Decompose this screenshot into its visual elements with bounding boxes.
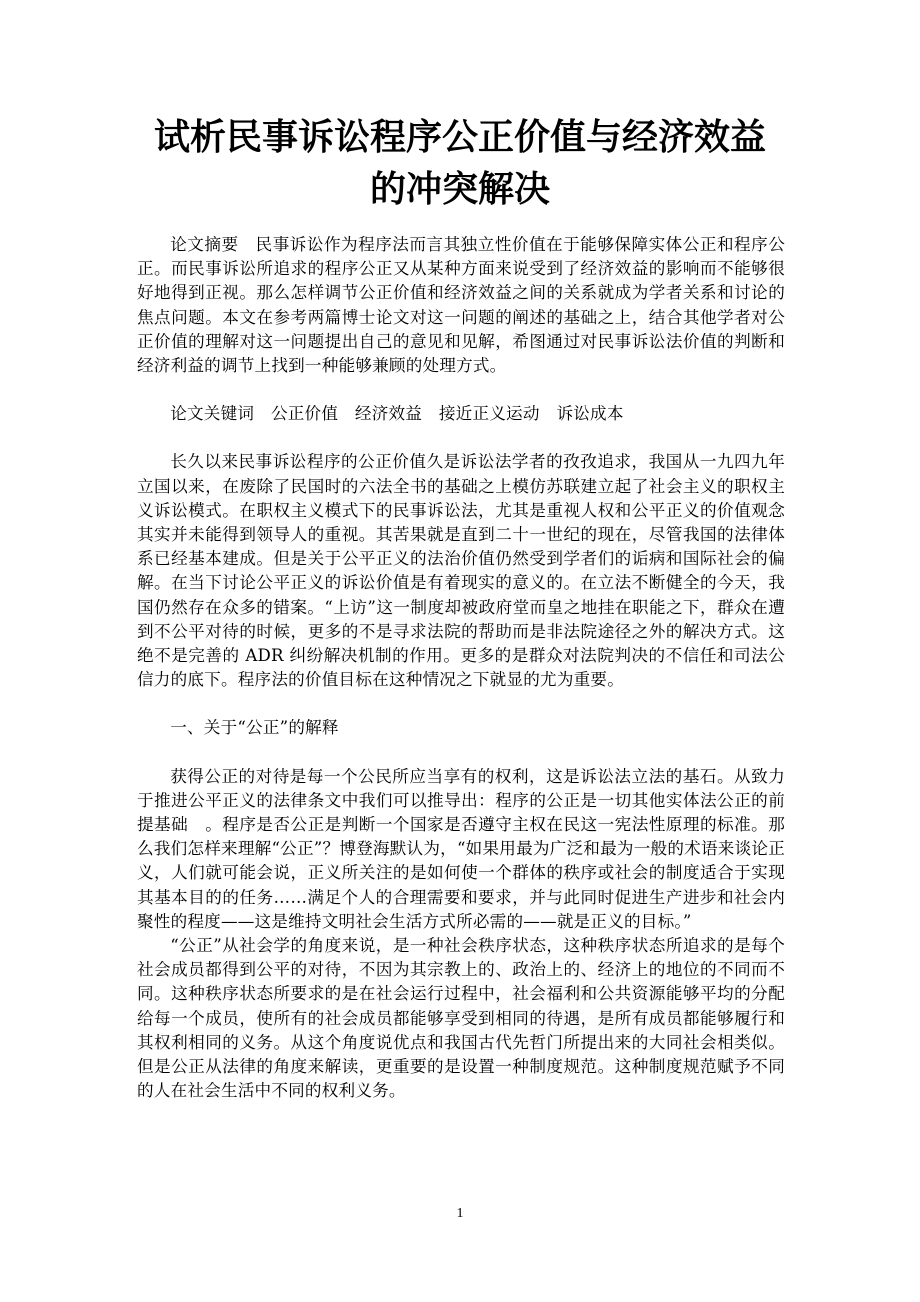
section1-paragraph-2: “公正”从社会学的角度来说，是一种社会秩序状态，这种秩序状态所追求的是每个社会成员都得到公平的对待，不因为其宗教上的、政治上的、经济上的地位的不同而不同。这种秩序状态所要求的是在社会运行过程中，社会福利和公共资源能够平均的分配给每一个成员，使所有的社会成员都能够享受到相同的待遇，是所有成员都能够履行和其权利相同的义务。从这个角度说优点和我国古代先哲门所提出来的大同社会相类似。但是公正从法律的角度来解读，更重要的是设置一种制度规范。这种制度规范赋予不同的人在社会生活中不同的权利义务。 bbox=[137, 936, 785, 1101]
document-title bbox=[100, 112, 820, 216]
page-number: 1 bbox=[456, 1206, 464, 1221]
keywords-paragraph: 论文关键词 公正价值 经济效益 接近正义运动 诉讼成本 bbox=[170, 404, 624, 424]
document-body bbox=[137, 233, 785, 1104]
intro-paragraph: 长久以来民事诉讼程序的公正价值久是诉讼法学者的孜孜追求，我国从一九四九年立国以来，在废除了民国时的六法全书的基础之上模仿苏联建立起了社会主义的职权主义诉讼模式。在职权主义模式下的民事诉讼法，尤其是重视人权和公平正义的价值观念其实并未能得到领导人的重视。其苦果就是直到二十一世纪的现在，尽管我国的法律体系已经基本建成。但是关于公平正义的法治价值仍然受到学者们的诟病和国际社会的偏解。在当下讨论公平正义的诉讼价值是有着现实的意义的。在立法不断健全的今天，我国仍然存在众多的错案。“上访”这一制度却被政府堂而皇之地挂在职能之下，群众在遭到不公平对待的时候，更多的不是寻求法院的帮助而是非法院途径之外的解决方式。这绝不是完善的 ADR 纠纷解决机制的作用。更多的是群众对法院判决的不信任和司法公信力的底下。程序法的价值目标在这种情况之下就显的尤为重要。 bbox=[137, 452, 785, 690]
abstract-paragraph: 论文摘要 民事诉讼作为程序法而言其独立性价值在于能够保障实体公正和程序公正。而民事诉讼所追求的程序公正又从某种方面来说受到了经济效益的影响而不能够很好地得到正视。那么怎样调节公正价值和经济效益之间的关系就成为学者关系和讨论的焦点问题。本文在参考两篇博士论文对这一问题的阐述的基础之上，结合其他学者对公正价值的理解对这一问题提出自己的意见和见解，希图通过对民事诉讼法价值的判断和经济利益的调节上找到一种能够兼顾的处理方式。 bbox=[137, 235, 785, 376]
title-line-1: 试析民事诉讼程序公正价值与经济效益 bbox=[153, 117, 766, 158]
title-line-2: 的冲突解决 bbox=[369, 169, 550, 210]
section-heading: 一、关于“公正”的解释 bbox=[170, 718, 339, 738]
section1-paragraph-1: 获得公正的对待是每一个公民所应当享有的权利，这是诉讼法立法的基石。从致力于推进公平正义的法律条文中我们可以推导出：程序的公正是一切其他实体法公正的前提基础 。程序是否公正是判断一个国家是否遵守主权在民这一宪法性原理的标准。那么我们怎样来理解“公正”？博登海默认为，“如果用最为广泛和最为一般的术语来谈论正义，人们就可能会说，正义所关注的是如何使一个群体的秩序或社会的制度适合于实现其基本目的的任务……满足个人的合理需要和要求，并与此同时促进生产进步和社会内聚性的程度——这是维持文明社会生活方式所必需的——就是正义的目标。” bbox=[137, 766, 785, 931]
